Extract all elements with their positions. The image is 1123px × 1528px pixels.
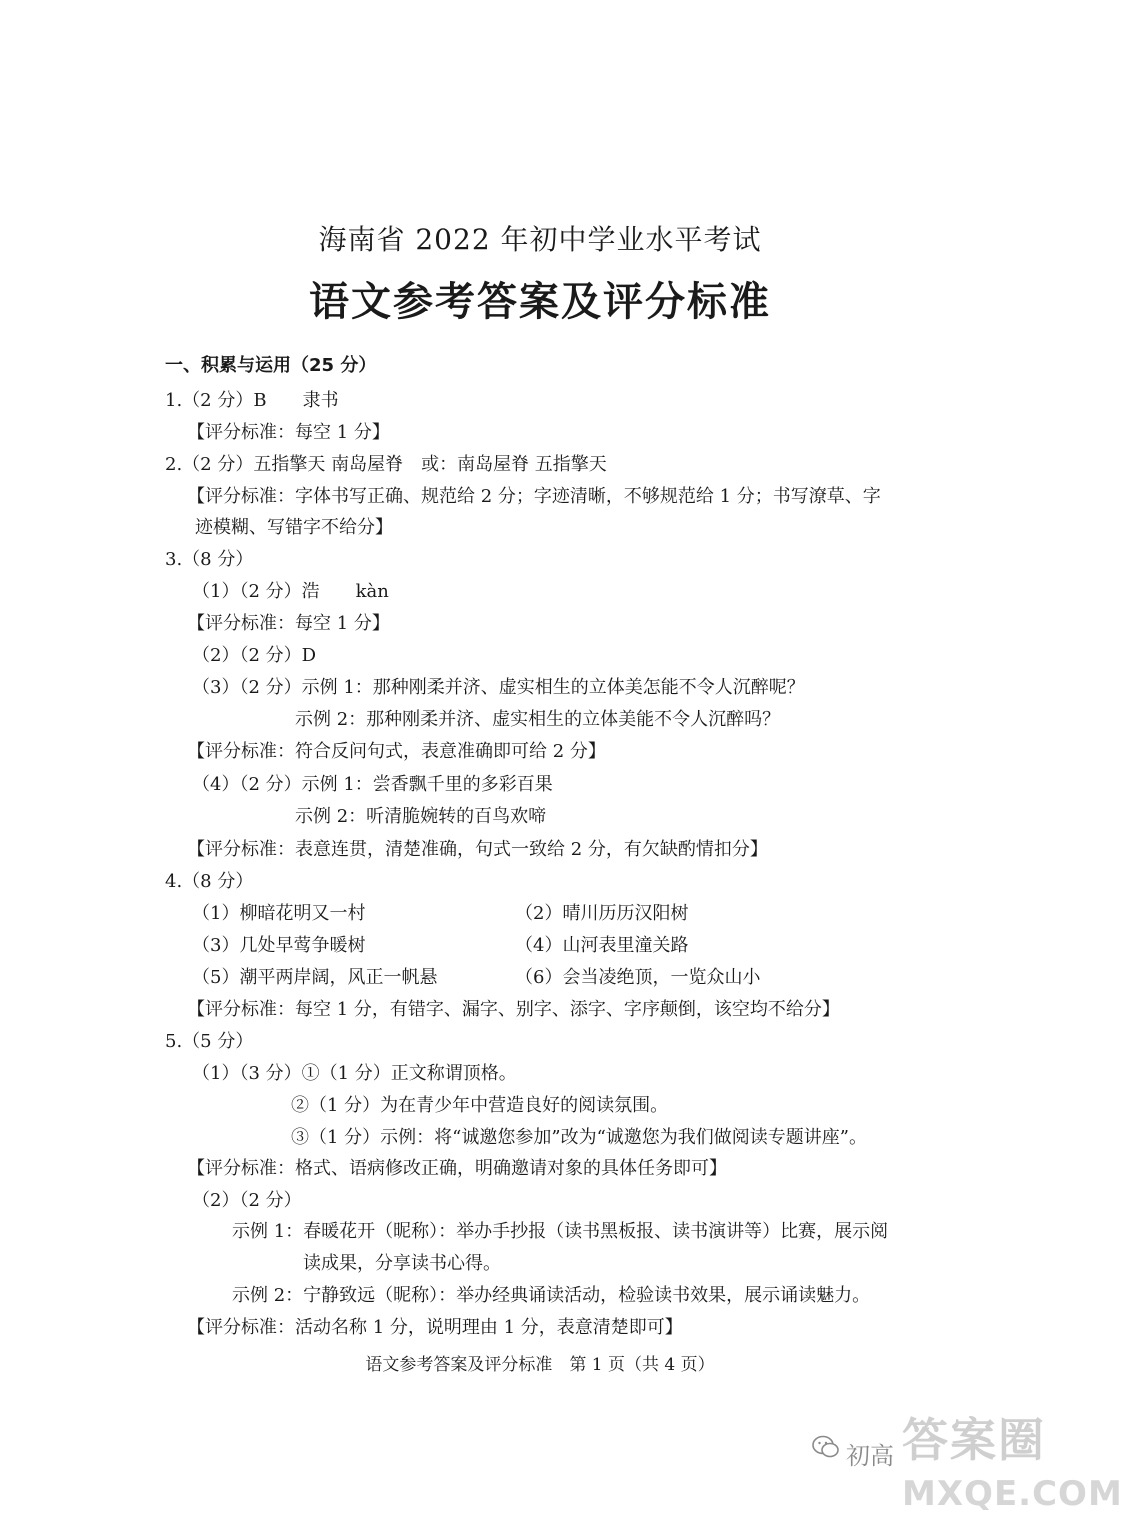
answer-line: （4）山河表里潼关路 [515,935,689,956]
answer-line: （3）几处早莺争暖树 [192,935,366,956]
answer-line: （6）会当凌绝顶，一览众山小 [515,967,761,988]
watermark-url: MXQE.COM [902,1474,1123,1514]
document-title: 语文参考答案及评分标准 [309,279,771,325]
watermark-label: 初高 [846,1442,894,1470]
exam-title: 海南省 2022 年初中学业水平考试 [318,223,762,256]
question-3: 3.（8 分） [165,549,254,570]
scoring-note: 【评分标准：格式、语病修改正确，明确邀请对象的具体任务即可】 [187,1158,727,1179]
question-4: 4.（8 分） [165,871,254,892]
watermark [812,1400,1123,1528]
wechat-icon [812,1434,840,1460]
scoring-note: 【评分标准：每空 1 分】 [187,422,390,443]
scoring-note: 【评分标准：每空 1 分】 [187,613,390,634]
answer-line: （5）潮平两岸阔，风正一帆悬 [192,967,438,988]
watermark-brand: 答案圈 [902,1413,1046,1467]
answer-line: 示例 2：听清脆婉转的百鸟欢啼 [295,806,547,827]
page-footer: 语文参考答案及评分标准 第 1 页（共 4 页） [365,1355,715,1375]
answer-line: ③（1 分）示例：将“诚邀您参加”改为“诚邀您为我们做阅读专题讲座”。 [291,1127,867,1148]
answer-line-cont: 读成果，分享读书心得。 [303,1253,501,1274]
scoring-note: 【评分标准：符合反问句式，表意准确即可给 2 分】 [187,741,606,762]
answer-line: 示例 2：那种刚柔并济、虚实相生的立体美能不令人沉醉吗？ [295,709,781,730]
answer-line: （2）（2 分） [192,1190,302,1211]
question-1: 1.（2 分）B 隶书 [165,390,339,411]
answer-line: （3）（2 分）示例 1：那种刚柔并济、虚实相生的立体美怎能不令人沉醉呢？ [192,677,805,698]
answer-line: （1）（3 分）①（1 分）正文称谓顶格。 [192,1063,517,1084]
scoring-note: 【评分标准：每空 1 分，有错字、漏字、别字、添字、字序颠倒，该空均不给分】 [187,999,840,1020]
answer-line: 示例 2：宁静致远（昵称）：举办经典诵读活动，检验读书效果，展示诵读魅力。 [232,1285,871,1306]
scoring-note: 【评分标准：活动名称 1 分，说明理由 1 分，表意清楚即可】 [187,1317,683,1338]
answer-line: （4）（2 分）示例 1：尝香飘千里的多彩百果 [192,774,553,795]
scoring-note-cont: 迹模糊、写错字不给分】 [195,517,393,538]
question-5: 5.（5 分） [165,1031,254,1052]
answer-line: （1）柳暗花明又一村 [192,903,366,924]
question-2: 2.（2 分）五指擎天 南岛屋脊 或：南岛屋脊 五指擎天 [165,454,607,475]
section-heading: 一、积累与运用（25 分） [165,355,377,376]
answer-line: 示例 1：春暖花开（昵称）：举办手抄报（读书黑板报、读书演讲等）比赛，展示阅 [232,1221,889,1242]
answer-line: （2）（2 分）D [192,645,317,666]
answer-line: ②（1 分）为在青少年中营造良好的阅读氛围。 [291,1095,669,1116]
scoring-note: 【评分标准：表意连贯，清楚准确，句式一致给 2 分，有欠缺酌情扣分】 [187,839,768,860]
answer-line: （2）晴川历历汉阳树 [515,903,689,924]
scoring-note: 【评分标准：字体书写正确、规范给 2 分；字迹清晰，不够规范给 1 分；书写潦草、字 [187,486,881,507]
answer-line: （1）（2 分）浩 kàn [192,581,389,602]
